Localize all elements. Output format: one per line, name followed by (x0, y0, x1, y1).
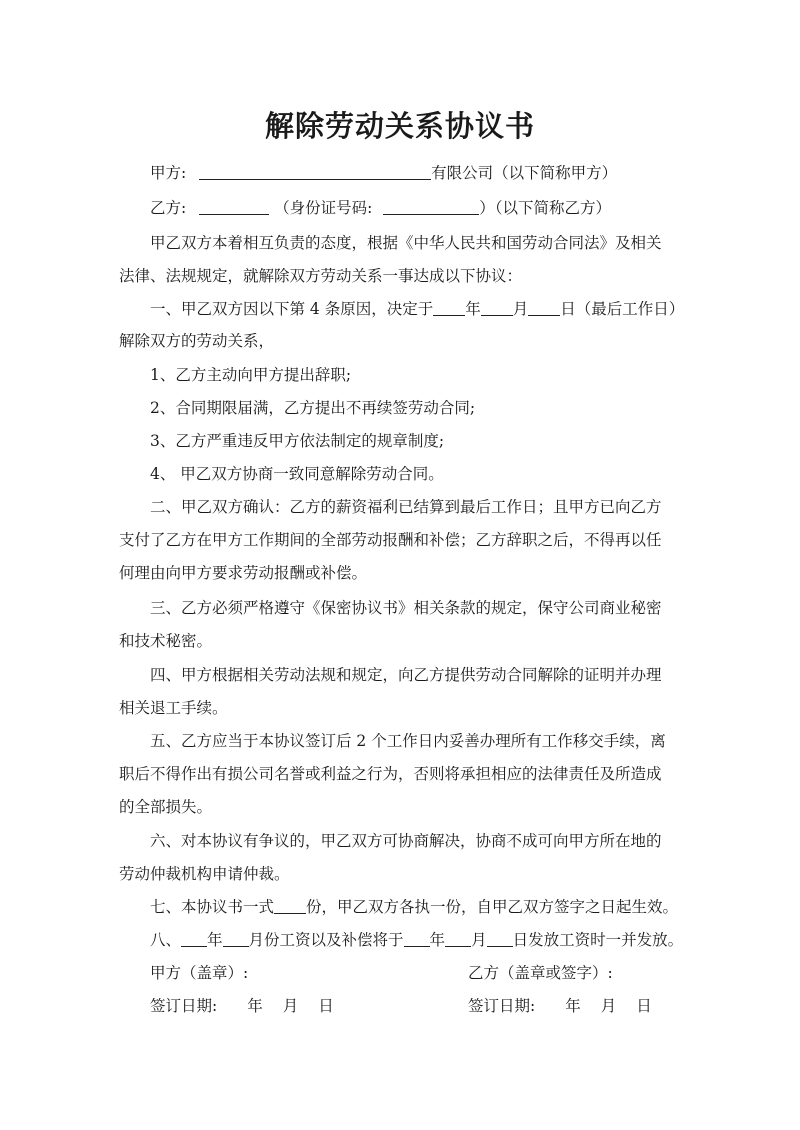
clause8-text-c: 月份工资以及补偿将于 (248, 931, 404, 949)
sign-date-month: 月 (282, 997, 299, 1015)
preamble-line-2: 法律、法规规定，就解除双方劳动关系一事达成以下协议： (119, 267, 523, 285)
party-a-sign-date (150, 996, 334, 1016)
clause8-year-blank[interactable] (181, 930, 207, 947)
clause4-line: 相关退工手续。 (119, 699, 228, 717)
clause8-pay-month: 月 (471, 931, 487, 949)
party-a-line (150, 163, 617, 183)
party-b-sign-date (468, 996, 652, 1016)
reason-item: 4、 甲乙双方协商一致同意解除劳动合同。 (150, 465, 444, 483)
clause8-pay-month-blank[interactable] (445, 930, 471, 947)
clause4-line: 四、甲方根据相关劳动法规和规定，向乙方提供劳动合同解除的证明并办理 (150, 666, 662, 684)
clause8-pay-year: 年 (429, 931, 446, 949)
party-a-suffix: 有限公司（以下简称甲方） (431, 164, 618, 182)
clause8-text-a: 八、 (150, 931, 182, 949)
sign-date-label: 签订日期: (150, 997, 218, 1015)
document-title: 解除劳动关系协议书 (264, 109, 535, 143)
clause1-line-1 (150, 299, 684, 319)
party-b-line (150, 198, 611, 218)
clause8-line (150, 930, 683, 950)
party-b-id-blank[interactable] (383, 198, 479, 215)
party-b-suffix: ）（以下简称乙方） (479, 199, 612, 217)
reason-item: 2、合同期限届满，乙方提出不再续签劳动合同; (150, 399, 476, 417)
party-a-name-blank[interactable] (199, 163, 431, 180)
clause7-text-b: 份，甲乙双方各执一份，自甲乙双方签字之日起生效。 (306, 898, 679, 916)
clause1-year: 年 (465, 300, 481, 318)
clause1-month-blank[interactable] (481, 299, 513, 316)
clause5-line: 五、乙方应当于本协议签订后 2 个工作日内妥善办理所有工作移交手续，离 (150, 732, 666, 750)
reason-item: 1、乙方主动向甲方提出辞职; (150, 366, 352, 384)
clause5-line: 的全部损失。 (119, 798, 213, 816)
sign-date-label: 签订日期: (468, 997, 536, 1015)
clause3-line: 三、乙方必须严格遵守《保密协议书》相关条款的规定，保守公司商业秘密 (150, 599, 662, 617)
clause8-pay-year-blank[interactable] (404, 930, 430, 947)
reason-item: 3、乙方严重违反甲方依法制定的规章制度; (150, 432, 445, 450)
clause8-month-blank[interactable] (223, 930, 249, 947)
party-b-label: 乙方: (150, 199, 187, 217)
clause1-text: 一、甲乙双方因以下第 4 条原因，决定于 (150, 300, 434, 318)
clause1-month: 月 (512, 300, 529, 318)
clause1-line-2: 解除双方的劳动关系， (119, 332, 275, 350)
party-a-seal-label: 甲方（盖章）: (150, 964, 249, 982)
clause1-year-blank[interactable] (433, 299, 465, 316)
party-b-id-label: （身份证号码: (274, 199, 373, 217)
clause2-line: 二、甲乙双方确认：乙方的薪资福利已结算到最后工作日；且甲方已向乙方 (150, 498, 662, 516)
clause6-line: 六、对本协议有争议的，甲乙双方可协商解决，协商不成可向甲方所在地的 (150, 832, 662, 850)
sign-date-month: 月 (600, 997, 617, 1015)
clause3-line: 和技术秘密。 (119, 632, 213, 650)
clause8-year: 年 (207, 931, 223, 949)
party-a-label: 甲方: (150, 164, 187, 182)
sign-date-day: 日 (636, 997, 652, 1015)
clause1-day-blank[interactable] (528, 299, 560, 316)
party-b-name-blank[interactable] (199, 198, 269, 215)
clause5-line: 职后不得作出有损公司名誉或利益之行为，否则将承担相应的法律责任及所造成 (119, 765, 662, 783)
clause7-text-a: 七、本协议书一式 (150, 898, 275, 916)
clause7-copies-blank[interactable] (274, 897, 306, 914)
clause6-line: 劳动仲裁机构申请仲裁。 (119, 865, 290, 883)
clause8-pay-day-blank[interactable] (487, 930, 513, 947)
clause2-line: 支付了乙方在甲方工作期间的全部劳动报酬和补偿；乙方辞职之后，不得再以任 (119, 531, 662, 549)
preamble-line-1: 甲乙双方本着相互负责的态度，根据《中华人民共和国劳动合同法》及相关 (150, 234, 662, 252)
sign-date-day: 日 (318, 997, 334, 1015)
clause2-line: 何理由向甲方要求劳动报酬或补偿。 (119, 564, 368, 582)
sign-date-year: 年 (565, 997, 581, 1015)
party-b-seal-label: 乙方（盖章或签字）: (468, 964, 613, 982)
clause8-text-f: 日发放工资时一并发放。 (512, 931, 684, 949)
clause7-line (150, 897, 678, 917)
clause1-day: 日（最后工作日） (560, 300, 685, 318)
sign-date-year: 年 (247, 997, 263, 1015)
